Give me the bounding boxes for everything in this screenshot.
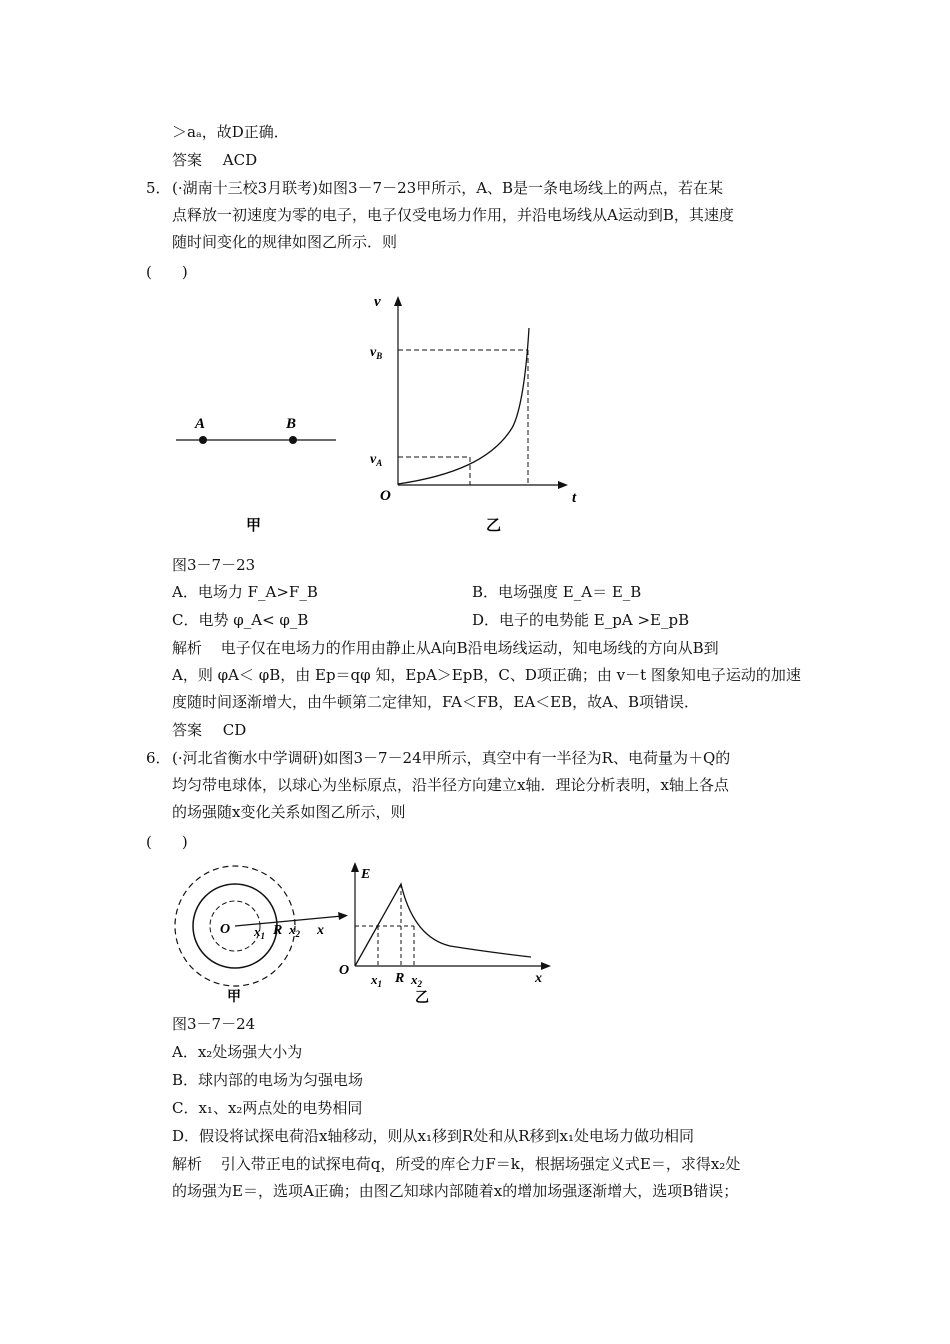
prev-answer-tail: ＞aₐ，故D正确． [172, 123, 289, 141]
label-x1: $x_1$ [254, 924, 265, 941]
analysis-label: 解析 [172, 639, 203, 657]
analysis-text: 引入带正电的试探电荷q，所受的库仑力F＝k，根据场强定义式E＝，求得x₂处 [220, 1155, 741, 1173]
label-r: R [273, 923, 283, 938]
origin-o: O [339, 963, 350, 978]
q5-figure-left [170, 400, 345, 540]
q5-number: 5． [146, 179, 171, 197]
tick-va: $v_A$ [370, 452, 383, 468]
axis-x: x [535, 971, 542, 986]
label-a: A [195, 416, 206, 432]
q5-answer-bracket: ( ) [146, 263, 188, 281]
q6-line2: 均匀带电球体，以球心为坐标原点，沿半径方向建立x轴．理论分析表明，x轴上各点 [172, 776, 729, 794]
q6-line3: 的场强随x变化关系如图乙所示，则 [172, 803, 406, 821]
q6-option-d: D．假设将试探电荷沿x轴移动，则从x₁移到R处和从R移到x₁处电场力做功相同 [172, 1127, 695, 1145]
q5-analysis-line3: 度随时间逐渐增大，由牛顿第二定律知，FA＜FB，EA＜EB，故A、B项错误． [172, 693, 699, 711]
axis-t: t [572, 490, 577, 506]
q5-analysis-line1 [172, 638, 719, 658]
q6-option-b: B．球内部的电场为匀强电场 [172, 1071, 364, 1089]
label-b: B [286, 416, 297, 432]
q5-line2: 点释放一初速度为零的电子，电子仅受电场力作用，并沿电场线从A运动到B，其速度 [172, 206, 734, 224]
field-curve [355, 884, 531, 966]
q6-number: 6． [146, 749, 171, 767]
q5-line3: 随时间变化的规律如图乙所示．则 [172, 233, 398, 251]
q6-analysis-line1 [172, 1154, 740, 1174]
velocity-curve [398, 328, 529, 484]
q6-option-c: C．x₁、x₂两点处的电势相同 [172, 1099, 363, 1117]
answer-label: 答案 [172, 721, 203, 739]
q5-option-a: A．电场力 F_A>F_B [172, 583, 318, 601]
q5-figure-right [362, 288, 592, 538]
prev-answer-label [172, 150, 257, 170]
label-x2: $x_2$ [289, 922, 300, 939]
q6-line1: (·河北省衡水中学调研)如图3－7－24甲所示，真空中有一半径为R、电荷量为＋Q的 [172, 749, 731, 767]
caption-yi: 乙 [486, 518, 502, 534]
q6-option-a: A．x₂处场强大小为 [172, 1043, 303, 1061]
q5-option-c: C．电势 φ_A< φ_B [172, 611, 309, 629]
axis-e: E [361, 867, 371, 882]
caption-jia: 甲 [246, 518, 262, 534]
origin-o: O [380, 488, 391, 504]
answer-label: 答案 [172, 151, 203, 169]
q5-figure-label: 图3－7－23 [172, 556, 256, 574]
caption-jia: 甲 [227, 990, 241, 1005]
tick-x2: $x_2$ [411, 972, 422, 989]
answer-value: CD [222, 721, 247, 739]
answer-value: ACD [222, 151, 258, 169]
q5-option-b: B．电场强度 E_A＝ E_B [472, 583, 642, 601]
q6-analysis-line2: 的场强为E＝，选项A正确；由图乙知球内部随着x的增加场强逐渐增大，选项B错误； [172, 1182, 739, 1200]
q5-option-d: D．电子的电势能 E_pA >E_pB [472, 611, 690, 629]
tick-vb: $v_B$ [370, 345, 383, 361]
label-x: x [317, 923, 324, 938]
analysis-label: 解析 [172, 1155, 203, 1173]
q5-answer [172, 720, 246, 740]
q5-analysis-line2: A，则 φA＜ φB，由 Ep＝qφ 知，EpA＞EpB，C、D项正确；由 v－t 图象知电子运动的加速 [172, 666, 801, 684]
tick-x1: $x_1$ [371, 972, 382, 989]
q6-figure-right [335, 858, 555, 1008]
q6-answer-bracket: ( ) [146, 833, 188, 851]
axis-v: v [374, 294, 381, 310]
tick-r: R [395, 971, 405, 986]
q6-figure-left [172, 858, 350, 1006]
analysis-text: 电子仅在电场力的作用由静止从A向B沿电场线运动，知电场线的方向从B到 [220, 639, 719, 657]
point-a [199, 436, 207, 444]
q5-line1: (·湖南十三校3月联考)如图3－7－23甲所示，A、B是一条电场线上的两点，若在某 [172, 179, 724, 197]
caption-yi: 乙 [415, 991, 429, 1006]
point-b [289, 436, 297, 444]
q6-figure-label: 图3－7－24 [172, 1015, 256, 1033]
label-o: O [220, 922, 231, 937]
